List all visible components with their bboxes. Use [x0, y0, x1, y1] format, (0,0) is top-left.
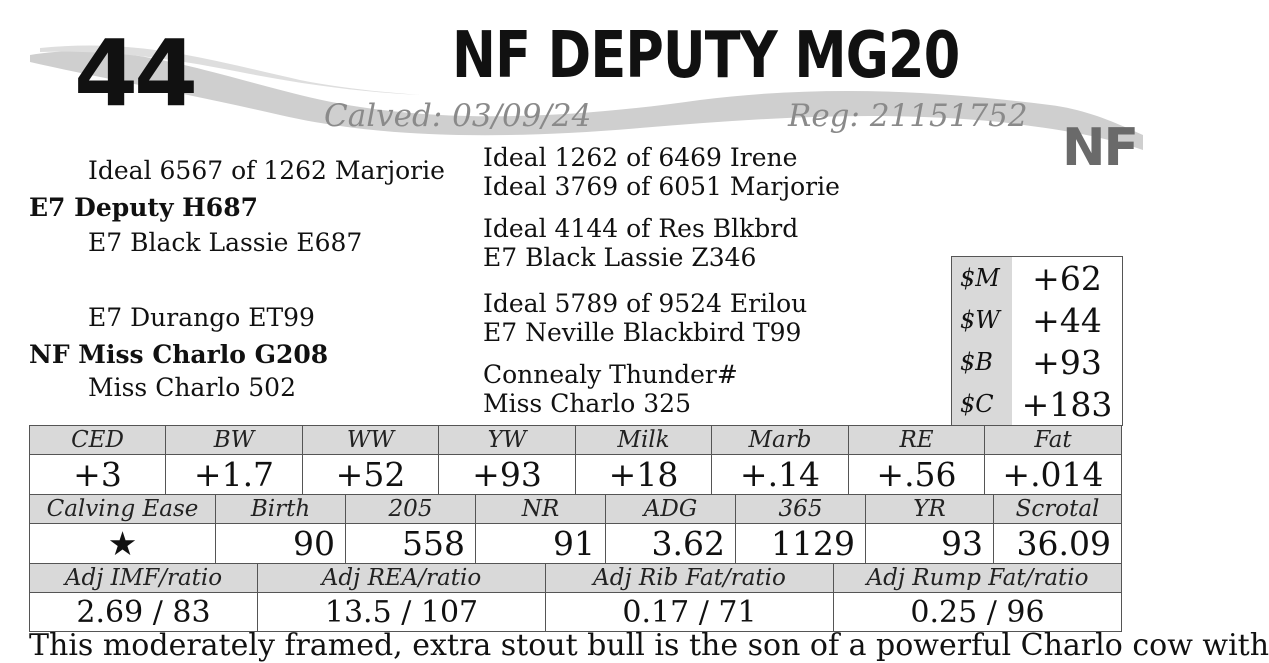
- epd-value: +52: [303, 455, 439, 495]
- animal-name: NF DEPUTY MG20: [452, 19, 960, 93]
- epd-value: +.56: [849, 455, 985, 495]
- pedigree-sire: E7 Deputy H687: [29, 193, 258, 222]
- registration-number: Reg: 21151752: [788, 98, 1028, 134]
- epd-value: +93: [439, 455, 576, 495]
- calving-ease-star-icon: ★: [30, 524, 216, 564]
- pedigree-dam-dam: Miss Charlo 502: [88, 373, 296, 402]
- performance-label: 365: [736, 495, 866, 524]
- pedigree-dam-sire-dam: E7 Neville Blackbird T99: [483, 318, 802, 347]
- epd-value: +3: [30, 455, 166, 495]
- performance-label: 205: [346, 495, 476, 524]
- lot-number: 44: [74, 20, 195, 127]
- epd-label: Milk: [576, 426, 712, 455]
- performance-label: Scrotal: [994, 495, 1122, 524]
- ultrasound-label: Adj IMF/ratio: [30, 564, 258, 593]
- pedigree-dam-sire-sire: Ideal 5789 of 9524 Erilou: [483, 289, 808, 318]
- performance-value: 558: [346, 524, 476, 564]
- pedigree-sire-sire-sire: Ideal 1262 of 6469 Irene: [483, 143, 798, 172]
- pedigree-dam-sire: E7 Durango ET99: [88, 303, 315, 332]
- performance-value: 1129: [736, 524, 866, 564]
- ultrasound-table: [29, 563, 1122, 632]
- pedigree-dam-dam-dam: Miss Charlo 325: [483, 389, 691, 418]
- ultrasound-value: 0.25 / 96: [834, 593, 1122, 632]
- pedigree-sire-dam-sire: Ideal 4144 of Res Blkbrd: [483, 214, 799, 243]
- epd-label: Marb: [712, 426, 849, 455]
- performance-value: 36.09: [994, 524, 1122, 564]
- pedigree-dam-dam-sire: Connealy Thunder#: [483, 360, 738, 389]
- performance-value: 93: [866, 524, 994, 564]
- ultrasound-label: Adj Rump Fat/ratio: [834, 564, 1122, 593]
- dollar-index-box: [951, 256, 1123, 426]
- ultrasound-value: 2.69 / 83: [30, 593, 258, 632]
- epd-label: RE: [849, 426, 985, 455]
- performance-table: [29, 494, 1122, 564]
- description-text: This moderately framed, extra stout bull is the son of a powerful Charlo cow with: [29, 628, 1269, 663]
- performance-label: NR: [476, 495, 606, 524]
- dollar-index-value: +93: [1032, 342, 1102, 382]
- ultrasound-value: 0.17 / 71: [546, 593, 834, 632]
- epd-value: +.14: [712, 455, 849, 495]
- dollar-index-label: $M: [952, 257, 1012, 299]
- epd-label: CED: [30, 426, 166, 455]
- dollar-index-label: $C: [952, 383, 1012, 425]
- pedigree-sire-sire: Ideal 6567 of 1262 Marjorie: [88, 156, 445, 185]
- dollar-index-value: +183: [1021, 384, 1113, 424]
- epd-label: BW: [166, 426, 303, 455]
- performance-label: Calving Ease: [30, 495, 216, 524]
- performance-label: ADG: [606, 495, 736, 524]
- dollar-index-value: +62: [1032, 258, 1102, 298]
- performance-value: 91: [476, 524, 606, 564]
- ultrasound-value: 13.5 / 107: [258, 593, 546, 632]
- dollar-index-label: $B: [952, 341, 1012, 383]
- performance-label: Birth: [216, 495, 346, 524]
- dollar-index-value: +44: [1032, 300, 1102, 340]
- calved-date: Calved: 03/09/24: [324, 98, 592, 134]
- performance-value: 90: [216, 524, 346, 564]
- dollar-index-label: $W: [952, 299, 1012, 341]
- ultrasound-label: Adj Rib Fat/ratio: [546, 564, 834, 593]
- epd-value: +18: [576, 455, 712, 495]
- breeder-logo: NF: [1062, 118, 1138, 178]
- performance-label: YR: [866, 495, 994, 524]
- pedigree-sire-sire-dam: Ideal 3769 of 6051 Marjorie: [483, 172, 840, 201]
- ultrasound-label: Adj REA/ratio: [258, 564, 546, 593]
- epd-value: +1.7: [166, 455, 303, 495]
- epd-value: +.014: [985, 455, 1122, 495]
- epd-label: Fat: [985, 426, 1122, 455]
- pedigree-sire-dam: E7 Black Lassie E687: [88, 228, 363, 257]
- pedigree-dam: NF Miss Charlo G208: [29, 340, 329, 369]
- performance-value: 3.62: [606, 524, 736, 564]
- epd-label: YW: [439, 426, 576, 455]
- epd-table: [29, 425, 1122, 495]
- pedigree-sire-dam-dam: E7 Black Lassie Z346: [483, 243, 757, 272]
- epd-label: WW: [303, 426, 439, 455]
